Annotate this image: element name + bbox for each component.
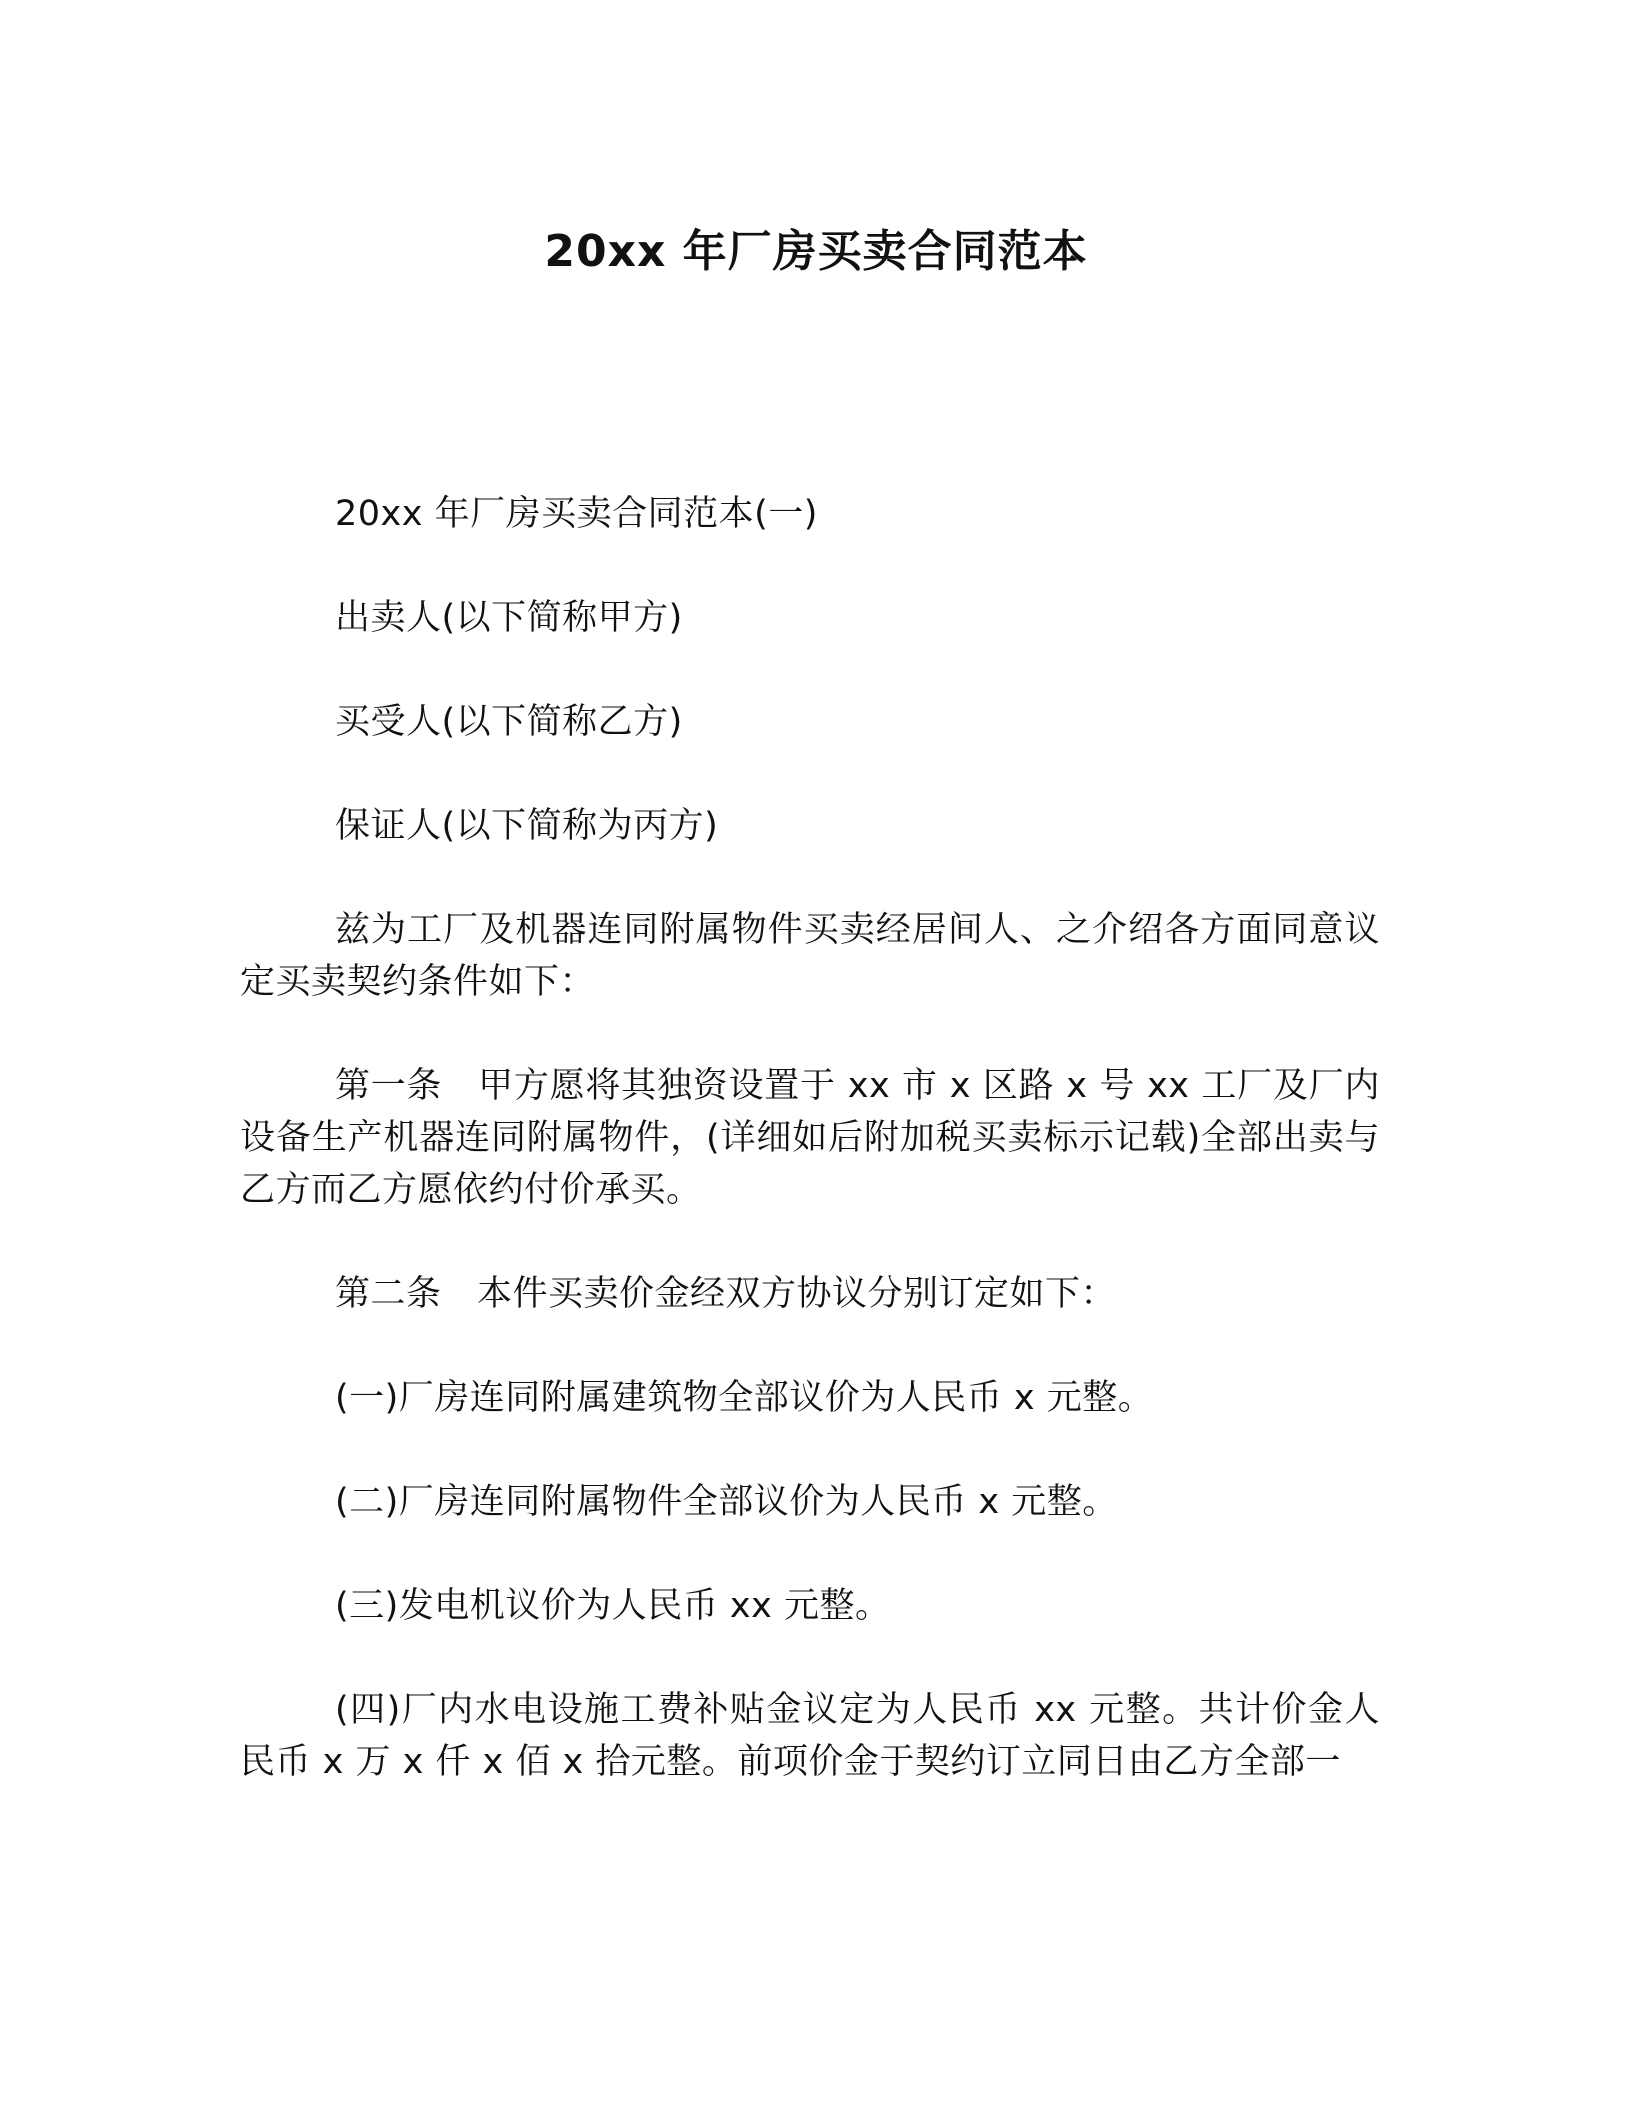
paragraph-contract-heading: 20xx 年厂房买卖合同范本(一) xyxy=(335,494,818,534)
paragraph-article-1: 第一条 甲方愿将其独资设置于 xx 市 x 区路 x 号 xx 工厂及厂内设备生产机器连同附属物件，(详细如后附加税买卖标示记载)全部出卖与乙方而乙方愿依约付价承买。 xyxy=(240,1066,1380,1210)
paragraph-article-2: 第二条 本件买卖价金经双方协议分别订定如下： xyxy=(335,1274,1117,1314)
document-body xyxy=(240,488,1380,1788)
paragraph-price-item-4: (四)厂内水电设施工费补贴金议定为人民币 xx 元整。共计价金人民币 x 万 x 仟 x 佰 x 拾元整。前项价金于契约订立同日由乙方全部一 xyxy=(240,1690,1380,1782)
paragraph-guarantor: 保证人(以下简称为丙方) xyxy=(335,806,719,846)
paragraph-preamble: 兹为工厂及机器连同附属物件买卖经居间人、之介绍各方面同意议定买卖契约条件如下： xyxy=(240,910,1380,1002)
paragraph-price-item-1: (一)厂房连同附属建筑物全部议价为人民币 x 元整。 xyxy=(335,1378,1154,1418)
paragraph-price-item-3: (三)发电机议价为人民币 xx 元整。 xyxy=(335,1586,891,1626)
paragraph-seller: 出卖人(以下简称甲方) xyxy=(335,598,683,638)
document-title: 20xx 年厂房买卖合同范本 xyxy=(544,226,1088,277)
paragraph-buyer: 买受人(以下简称乙方) xyxy=(335,702,683,742)
paragraph-price-item-2: (二)厂房连同附属物件全部议价为人民币 x 元整。 xyxy=(335,1482,1118,1522)
